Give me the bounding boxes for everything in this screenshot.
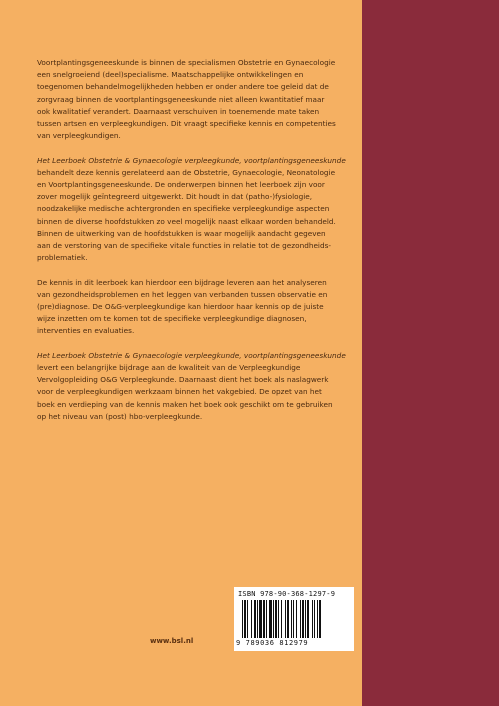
text-line: van gezondheidsproblemen en het leggen van verbanden tussen observatie en <box>37 289 328 299</box>
text-line: (pre)diagnose. De O&G-verpleegkundige kan hierdoor haar kennis op de juiste <box>37 302 324 312</box>
text-line: Het Leerboek Obstetrie & Gynaecologie verpleegkunde, voortplantingsgeneeskunde <box>37 155 346 165</box>
text-line: De kennis in dit leerboek kan hierdoor een bijdrage leveren aan het analyseren <box>37 277 327 287</box>
paragraph <box>37 277 347 338</box>
paragraph <box>37 57 347 142</box>
text-line: Vervolgopleiding O&G Verpleegkunde. Daarnaast dient het boek als naslagwerk <box>37 375 329 385</box>
text-line: interventies en evaluaties. <box>37 326 135 336</box>
text-line: aan de verstoring van de specifieke vitale functies in relatie tot de gezondheids- <box>37 241 332 251</box>
isbn-label: ISBN 978-90-368-1297-9 <box>238 590 336 598</box>
text-line: van verpleegkundigen. <box>37 131 121 141</box>
text-line: en Voortplantingsgeneeskunde. De onderwerpen binnen het leerboek zijn voor <box>37 180 325 190</box>
back-cover-text <box>37 57 347 435</box>
text-line: een snelgroeiend (deel)specialisme. Maatschappelijke ontwikkelingen en <box>37 70 304 80</box>
text-line: op het niveau van (post) hbo-verpleegkunde. <box>37 411 203 421</box>
text-line: ook kwalitatief verandert. Daarnaast verschuiven in toenemende mate taken <box>37 106 320 116</box>
text-line: zorgvraag binnen de voortplantingsgeneeskunde niet alleen kwantitatief maar <box>37 94 325 104</box>
text-line: toegenomen behandelmogelijkheden hebben er onder andere toe geleid dat de <box>37 82 329 92</box>
text-line: Het Leerboek Obstetrie & Gynaecologie verpleegkunde, voortplantingsgeneeskunde <box>37 350 346 360</box>
text-line: zover mogelijk geïntegreerd uitgewerkt. Dit houdt in dat (patho-)fysiologie, <box>37 192 313 202</box>
text-line: noodzakelijke medische achtergronden en specifieke verpleegkundige aspecten <box>37 204 330 214</box>
paragraph <box>37 155 347 265</box>
barcode-digits: 9 789036 812979 <box>236 639 309 647</box>
text-line: voor de verpleegkundigen werkzaam binnen het vakgebied. De opzet van het <box>37 387 322 397</box>
text-line: behandelt deze kennis gerelateerd aan de Obstetrie, Gynaecologie, Neonatologie <box>37 167 336 177</box>
text-line: binnen de diverse hoofdstukken zo veel mogelijk naast elkaar worden behandeld. <box>37 216 336 226</box>
barcode-icon <box>242 600 346 638</box>
text-line: wijze inzetten om te komen tot de specifieke verpleegkundige diagnosen, <box>37 314 307 324</box>
text-line: problematiek. <box>37 253 88 263</box>
isbn-barcode-box <box>234 587 354 651</box>
text-line: levert een belangrijke bijdrage aan de kwaliteit van de Verpleegkundige <box>37 363 301 373</box>
text-line: Binnen de uitwerking van de hoofdstukken is waar mogelijk aandacht gegeven <box>37 228 326 238</box>
paragraph <box>37 350 347 423</box>
text-line: boek en verdieping van de kennis maken het boek ook geschikt om te gebruiken <box>37 399 333 409</box>
publisher-website: www.bsl.nl <box>150 637 194 645</box>
text-line: Voortplantingsgeneeskunde is binnen de specialismen Obstetrie en Gynaecologie <box>37 58 336 67</box>
text-line: tussen artsen en verpleegkundigen. Dit vraagt specifieke kennis en competenties <box>37 119 336 129</box>
book-spine <box>362 0 499 706</box>
